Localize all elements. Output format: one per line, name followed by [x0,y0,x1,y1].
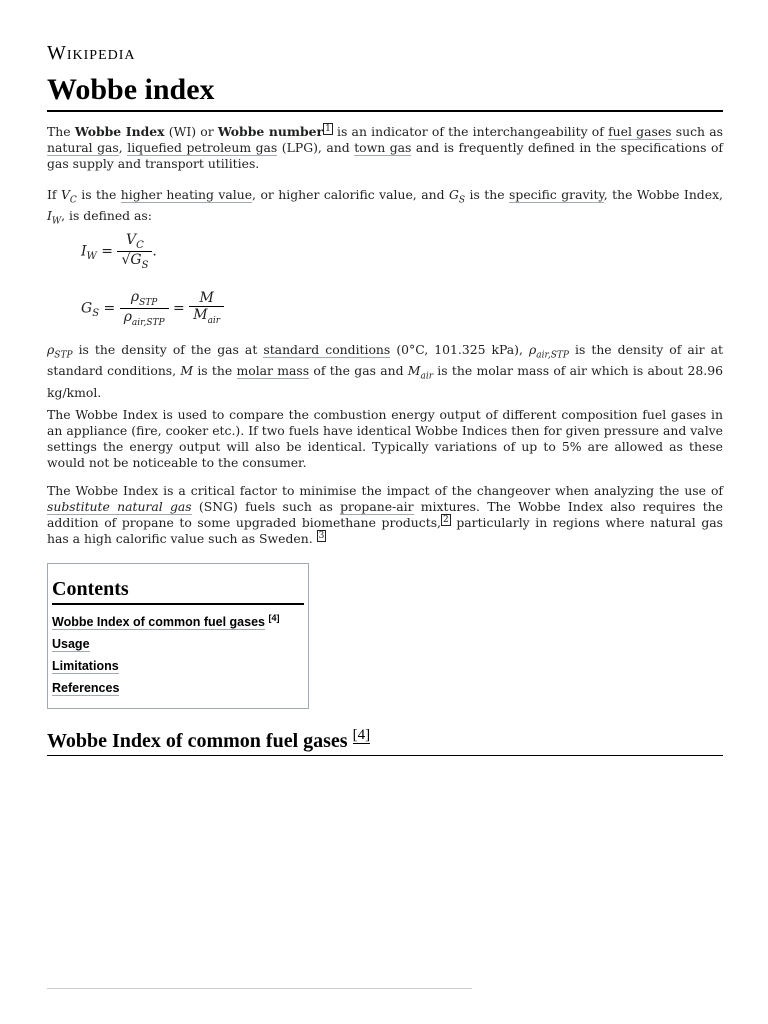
intro-paragraph: The Wobbe Index (WI) or Wobbe number $^1$ is an indicator of the interchangeability of fuel gases such as natural gas, liquefied petroleum gas (LPG), and town gas and is frequently defined in the specifications of gas supply and transport utilities. [47,123,723,171]
formula-fraction-density: $\frac{\rho_{STP}}{\rho_{air,STP}}$ [120,289,169,328]
citation-link[interactable]: 1 [325,123,331,134]
definition-paragraph: If $V_C$ is the higher heating value, or higher calorific value, and $G_S$ is the specific gravity, the Wobbe Index, $I_W$, is defined as: [47,187,724,227]
link-propane-air[interactable]: propane-air [340,499,414,514]
page-title: Wobbe index [47,72,723,112]
footer-divider [47,988,472,989]
link-standard-conditions[interactable]: standard conditions [263,342,391,357]
variables-paragraph: $\rho_{STP}$ is the density of the gas at standard conditions (0°C, 101.325 kPa), $\rho_{air,STP}$ is the density of air at standard conditions, M is the molar mass of the gas and $M_{air}$ is the molar mass of air which is about 28.96 kg/kmol. [47,342,723,400]
formula-fraction: $\frac{V_C}{√G_S}$ [117,232,152,271]
wikipedia-wordmark[interactable]: Wikipedia [47,42,136,64]
math-vc: $V_C$ [60,187,77,206]
link-fuel-gases[interactable]: fuel gases [608,124,672,139]
citation-link[interactable]: [4] [352,727,371,744]
link-specific-gravity[interactable]: specific gravity [509,187,604,202]
toc-item-limitations[interactable]: Limitations [52,659,119,673]
specific-gravity-formula: $G_S$ = $\frac{\rho_{STP}}{\rho_{air,STP}}$ = $\frac{M}{M_{air}}$ [81,289,224,328]
sng-paragraph: The Wobbe Index is a critical factor to minimise the impact of the changeover when analyzing the use of substitute natural gas (SNG) fuels such as propane-air mixtures. The Wobbe Index also requires the addition of propane to some upgraded biomethane products, $^2$ particularly in regions where natural gas has a high calorific value such as Sweden. $^3$ [47,483,724,546]
toc-item-usage[interactable]: Usage [52,637,90,651]
citation-link[interactable]: 3 [318,530,325,541]
link-substitute-natural-gas[interactable]: substitute natural gas [47,499,192,514]
wobbe-formula: $I_W$ = $\frac{V_C}{√G_S}$ . [81,232,157,271]
toc-title: Contents [52,578,304,605]
table-of-contents [47,563,309,709]
toc-item-wobbe-index[interactable]: Wobbe Index of common fuel gases [4] [52,612,280,629]
toc-item-references[interactable]: References [52,681,120,695]
section-heading: Wobbe Index of common fuel gases [4] [47,727,723,756]
usage-paragraph: The Wobbe Index is used to compare the combustion energy output of different composition fuel gases in an appliance (fire, cooker etc.). If two fuels have identical Wobbe Indices then for given pressure and valve settings the energy output will also be identical. Typically variations of up to 5% are allowed as these would not be noticeable to the consumer. [47,407,723,470]
link-natural-gas[interactable]: natural gas [47,140,119,155]
link-molar-mass[interactable]: molar mass [236,363,310,379]
formula-fraction-molar: $\frac{M}{M_{air}}$ [189,290,224,326]
link-higher-heating-value[interactable]: higher heating value [120,187,253,202]
math-iw: $I_W$ [47,208,62,227]
link-town-gas[interactable]: town gas [354,140,412,155]
citation-link[interactable]: 2 [443,514,449,525]
link-lpg[interactable]: liquefied petroleum gas [127,140,278,155]
math-gs: $G_S$ [448,187,466,206]
